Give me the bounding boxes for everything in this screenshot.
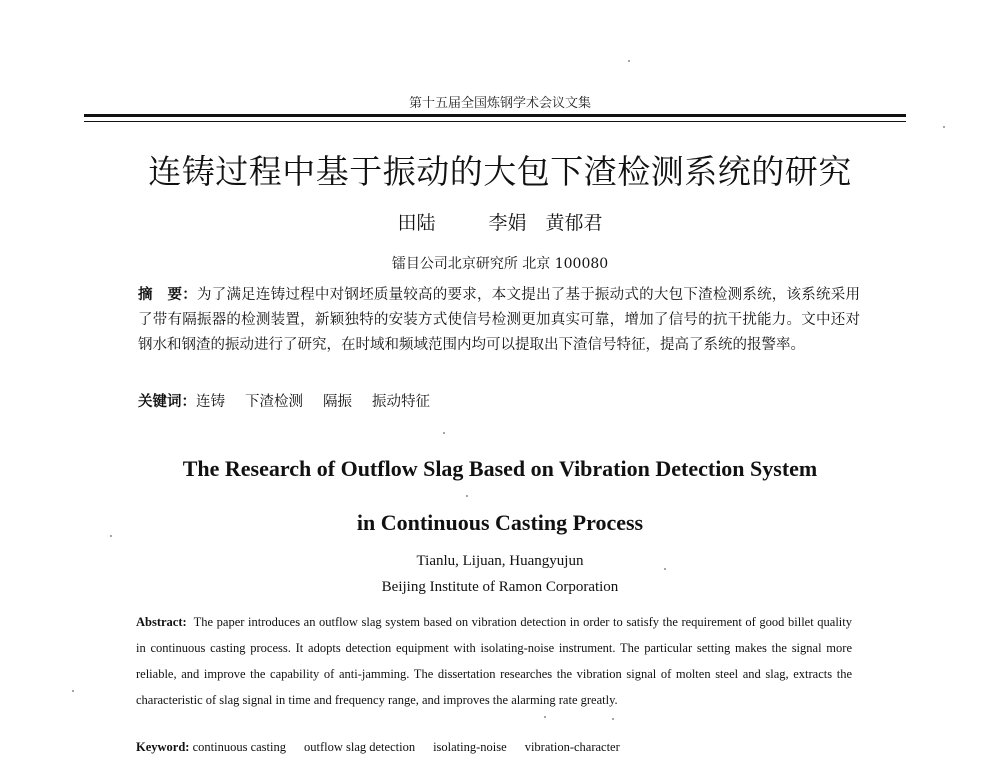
english-authors: Tianlu, Lijuan, Huangyujun: [416, 553, 584, 569]
scan-speck: [72, 690, 74, 692]
header-rule-thick: [84, 114, 906, 117]
scan-speck: [664, 568, 666, 570]
chinese-affiliation: 镭目公司北京研究所 北京 100080: [391, 256, 609, 272]
english-abstract: [136, 609, 852, 713]
english-keyword: vibration-character: [524, 740, 620, 754]
english-abstract-label: Abstract:: [136, 615, 187, 629]
chinese-keyword: 连铸: [196, 394, 225, 410]
scan-speck: [466, 495, 468, 497]
scan-speck: [628, 60, 630, 62]
chinese-abstract: [138, 282, 860, 358]
scan-speck: [544, 716, 546, 718]
chinese-keywords-label: 关键词：: [138, 393, 196, 410]
english-keywords-label: Keyword:: [136, 740, 190, 754]
chinese-keywords: [138, 390, 860, 411]
english-abstract-text: The paper introduces an outflow slag system based on vibration detection in order to satisfy the requirement of good billet quality in continuous casting process. It adopts detection equipment with isolating-noise instrument. The particular setting makes the signal more reliable, and improve the capability of anti-jamming. The dissertation researches the vibration signal of molten steel and slag, extracts the characteristic of slag signal in time and frequency range, and improves the alarming rate greatly.: [136, 615, 852, 707]
running-header: 第十五届全国炼钢学术会议文集: [408, 96, 591, 111]
english-keyword: continuous casting: [192, 740, 286, 754]
chinese-title: 连铸过程中基于振动的大包下渣检测系统的研究: [148, 152, 852, 191]
english-title-line-2: in Continuous Casting Process: [356, 510, 644, 535]
scan-speck: [612, 718, 614, 720]
chinese-authors: 田陆 李娟 黄郁君: [397, 212, 603, 234]
scan-speck: [110, 535, 112, 537]
chinese-abstract-text: 为了满足连铸过程中对钢坯质量较高的要求，本文提出了基于振动式的大包下渣检测系统，该系统采用了带有隔振器的检测装置，新颖独特的安装方式使信号检测更加真实可靠，增加了信号的抗干扰能力。文中还对钢水和钢渣的振动进行了研究，在时域和频域范围内均可以提取出下渣信号特征，提高了系统的报警率。: [138, 287, 861, 353]
english-keyword: isolating-noise: [433, 740, 507, 754]
english-affiliation: Beijing Institute of Ramon Corporation: [381, 579, 619, 595]
english-keyword: outflow slag detection: [303, 740, 416, 754]
chinese-keyword: 振动特征: [372, 394, 430, 410]
chinese-keyword: 下渣检测: [245, 394, 303, 410]
english-keywords: [136, 740, 852, 755]
english-title-line-1: The Research of Outflow Slag Based on Vibration Detection System: [182, 456, 818, 481]
chinese-keyword: 隔振: [323, 394, 352, 410]
scan-speck: [443, 432, 445, 434]
header-rule-thin: [84, 121, 906, 122]
scan-speck: [943, 126, 945, 128]
chinese-abstract-label: 摘 要：: [138, 286, 197, 303]
